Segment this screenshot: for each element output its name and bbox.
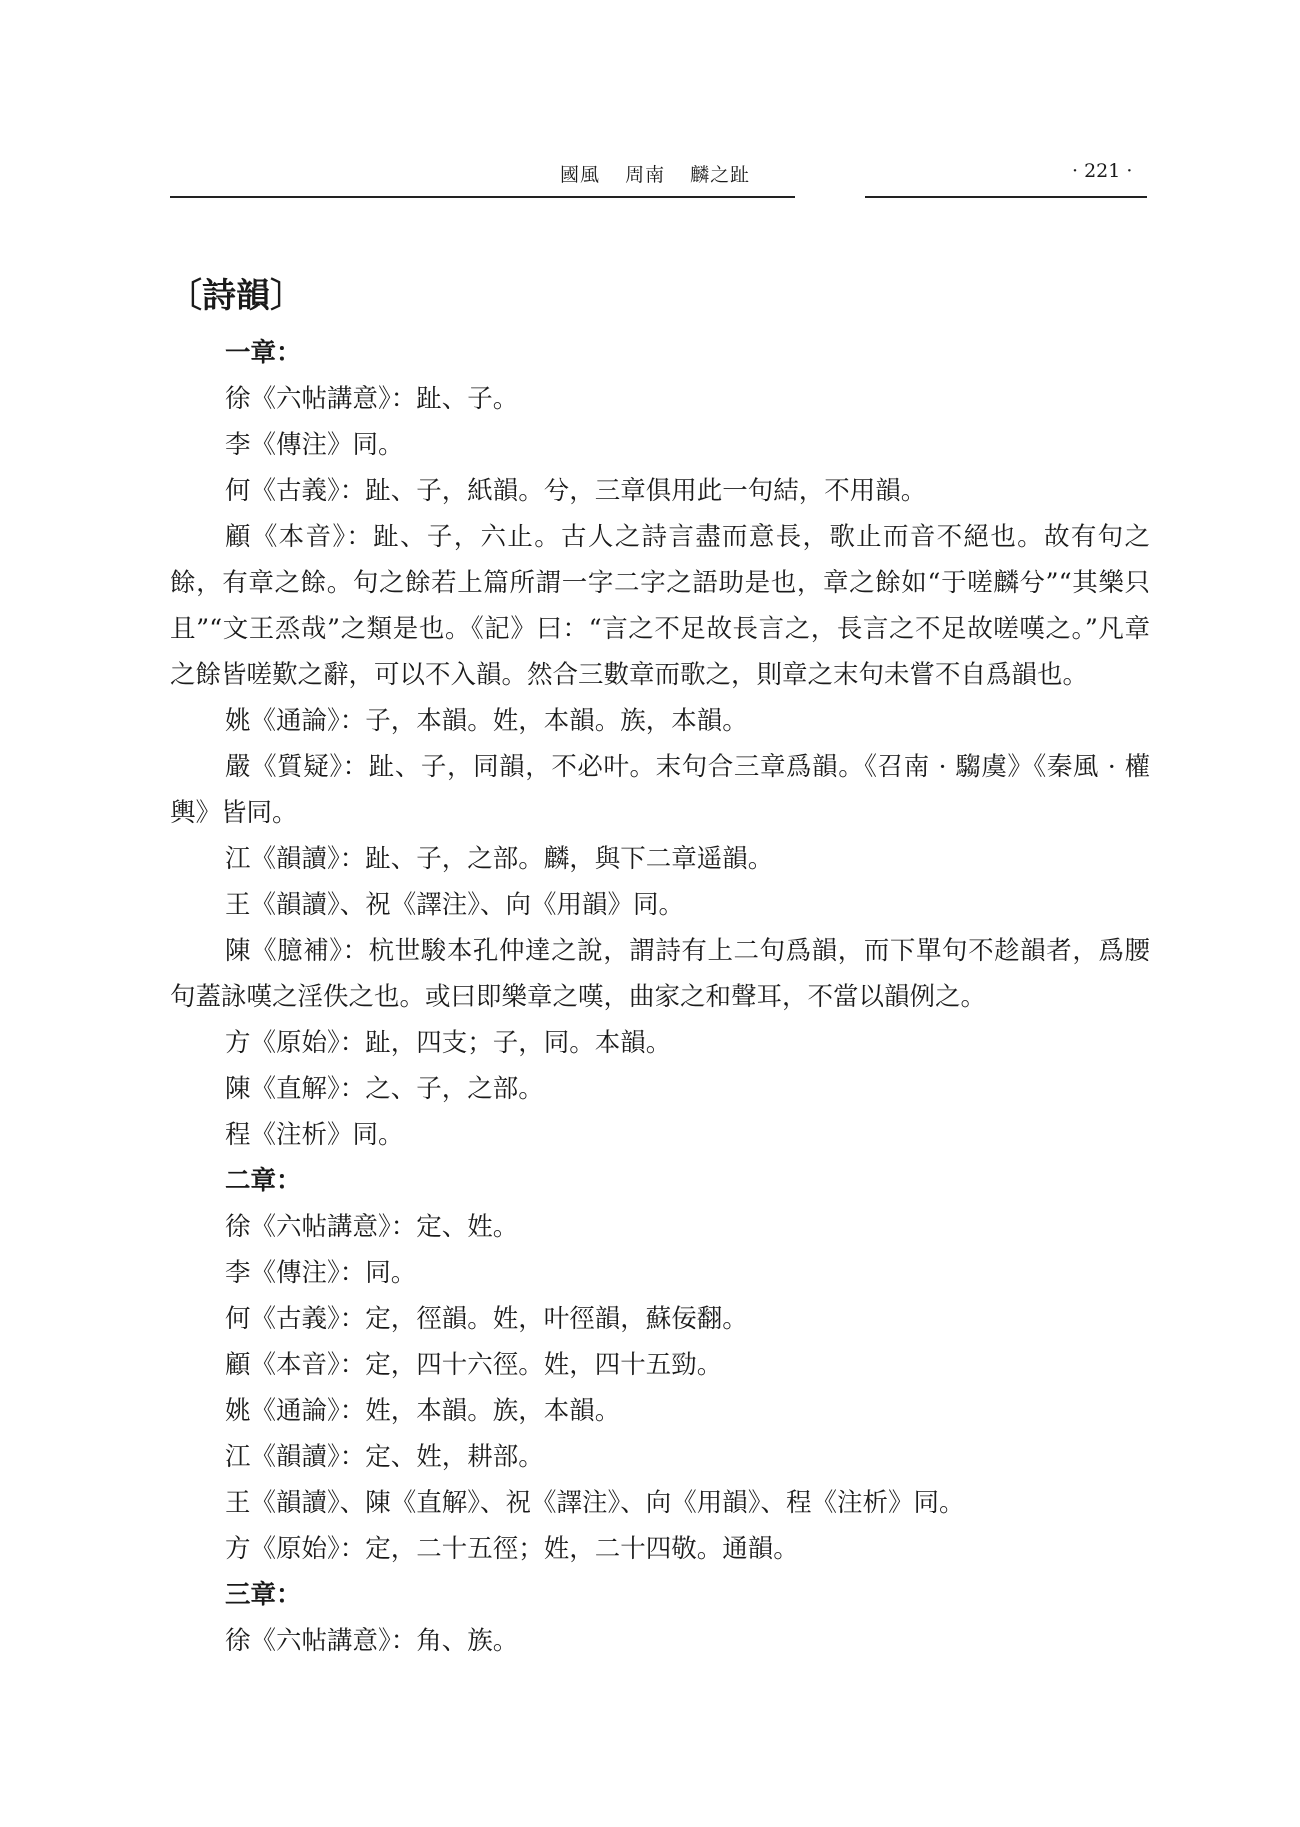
chapter-heading: 一章：	[225, 338, 302, 368]
paragraph: 王《韻讀》、陳《直解》、祝《譯注》、向《用韻》、程《注析》同。	[225, 1488, 965, 1518]
running-head	[560, 160, 768, 187]
paragraph: 李《傳注》：同。	[225, 1258, 417, 1288]
header-rule-left	[170, 196, 795, 198]
page-number: · 221 ·	[1072, 160, 1133, 182]
paragraph: 江《韻讀》：趾、子，之部。麟，與下二章遥韻。	[225, 844, 774, 874]
paragraph: 姚《通論》：子，本韻。姓，本韻。族，本韻。	[225, 706, 748, 736]
paragraph: 陳《直解》：之、子，之部。	[225, 1074, 544, 1104]
running-head-poem-title: 麟之趾	[690, 164, 751, 186]
paragraph: 江《韻讀》：定、姓，耕部。	[225, 1442, 544, 1472]
running-head-subsection: 周南	[625, 164, 666, 186]
paragraph: 何《古義》：定，徑韻。姓，叶徑韻，蘇佞翻。	[225, 1304, 748, 1334]
chapter-heading: 二章：	[225, 1166, 302, 1196]
paragraph: 方《原始》：趾，四支；子，同。本韻。	[225, 1028, 672, 1058]
paragraph: 王《韻讀》、祝《譯注》、向《用韻》同。	[225, 890, 685, 920]
paragraph: 嚴《質疑》：趾、子，同韻，不必叶。末句合三章爲韻。《召南 · 騶虞》《秦風 · 權輿》皆同。	[170, 752, 1150, 828]
paragraph: 顧《本音》：定，四十六徑。姓，四十五勁。	[225, 1350, 723, 1380]
paragraph: 顧《本音》：趾、子，六止。古人之詩言盡而意長，歌止而音不絕也。故有句之餘，有章之餘。句之餘若上篇所謂一字二字之語助是也，章之餘如“于嗟麟兮”“其樂只且”“文王烝哉”之類是也。《記》曰：“言之不足故長言之，長言之不足故嗟嘆之。”凡章之餘皆嗟歎之辭，可以不入韻。然合三數章而歌之，則章之末句未嘗不自爲韻也。	[170, 522, 1150, 690]
paragraph: 徐《六帖講意》：趾、子。	[225, 384, 519, 414]
paragraph: 徐《六帖講意》：角、族。	[225, 1626, 519, 1656]
paragraph: 程《注析》同。	[225, 1120, 404, 1150]
section-title: 〔詩韻〕	[168, 276, 304, 316]
body-text	[170, 330, 1150, 1664]
paragraph: 李《傳注》同。	[225, 430, 404, 460]
running-head-section: 國風	[560, 164, 601, 186]
header-rule-right	[865, 196, 1147, 198]
paragraph: 陳《臆補》：杭世駿本孔仲達之說，謂詩有上二句爲韻，而下單句不趁韻者，爲腰句蓋詠嘆之淫佚之也。或曰即樂章之嘆，曲家之和聲耳，不當以韻例之。	[170, 936, 1150, 1012]
paragraph: 徐《六帖講意》：定、姓。	[225, 1212, 519, 1242]
paragraph: 姚《通論》：姓，本韻。族，本韻。	[225, 1396, 621, 1426]
paragraph: 方《原始》：定，二十五徑；姓，二十四敬。通韻。	[225, 1534, 799, 1564]
chapter-heading: 三章：	[225, 1580, 302, 1610]
paragraph: 何《古義》：趾、子，紙韻。兮，三章俱用此一句結，不用韻。	[225, 476, 927, 506]
